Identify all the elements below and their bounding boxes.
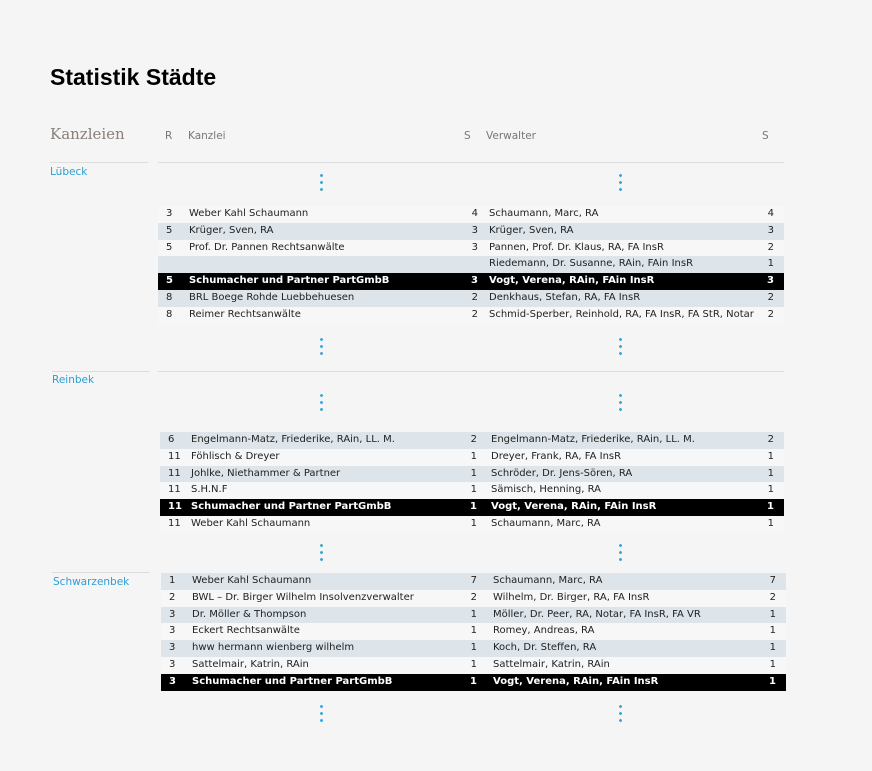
s-count-cell: 1 [470, 608, 477, 620]
more-dots-icon [619, 336, 622, 358]
kanzlei-cell: Weber Kahl Schaumann [191, 517, 311, 529]
kanzlei-cell: BRL Boege Rohde Luebbehuesen [189, 291, 355, 303]
verwalter-cell: Vogt, Verena, RAin, FAin InsR [489, 275, 655, 287]
city-divider [52, 371, 150, 372]
verwalter-cell: Koch, Dr. Steffen, RA [493, 642, 597, 654]
verwalter-cell: Schaumann, Marc, RA [491, 517, 601, 529]
kanzlei-column-header: Kanzlei [188, 130, 226, 142]
table-row[interactable] [161, 573, 786, 590]
table-row[interactable] [161, 590, 786, 607]
city-label-luebeck[interactable]: Lübeck [50, 166, 88, 178]
rank-cell: 3 [169, 658, 176, 670]
kanzlei-cell: Sattelmair, Katrin, RAin [192, 658, 309, 670]
s2-count-cell: 1 [767, 467, 774, 479]
more-dots-icon [320, 392, 323, 414]
table-row[interactable] [158, 256, 784, 273]
s2-column-header: S [762, 130, 769, 142]
s-count-cell: 1 [470, 501, 477, 513]
more-dots-icon [619, 542, 622, 564]
reinbek-table [160, 432, 784, 533]
rank-cell: 5 [166, 275, 173, 287]
table-row[interactable] [160, 482, 784, 499]
verwalter-cell: Engelmann-Matz, Friederike, RAin, LL. M. [491, 434, 695, 445]
s-count-cell: 1 [470, 467, 477, 479]
rank-cell: 11 [168, 501, 182, 513]
kanzlei-cell: Reimer Rechtsanwälte [189, 308, 301, 320]
verwalter-cell: Sattelmair, Katrin, RAin [493, 658, 610, 670]
s-count-cell: 1 [470, 642, 477, 654]
kanzlei-cell: Engelmann-Matz, Friederike, RAin, LL. M. [191, 434, 395, 445]
s2-count-cell: 1 [767, 258, 774, 270]
verwalter-cell: Vogt, Verena, RAin, FAin InsR [493, 675, 659, 687]
s2-count-cell: 3 [767, 275, 774, 287]
city-divider [52, 572, 150, 573]
table-row[interactable] [161, 607, 786, 624]
table-row[interactable] [160, 432, 784, 449]
s2-count-cell: 3 [767, 224, 774, 236]
rank-cell: 3 [169, 642, 176, 654]
s2-count-cell: 1 [769, 658, 776, 670]
rank-cell: 3 [166, 208, 173, 219]
s-count-cell: 3 [471, 241, 478, 253]
more-dots-icon [619, 392, 622, 414]
rank-cell: 5 [166, 224, 173, 236]
s2-count-cell: 1 [767, 501, 774, 513]
verwalter-cell: Wilhelm, Dr. Birger, RA, FA InsR [493, 591, 650, 603]
table-row[interactable] [160, 449, 784, 466]
table-row[interactable] [158, 240, 784, 257]
kanzlei-cell: Prof. Dr. Pannen Rechtsanwälte [189, 241, 345, 253]
s2-count-cell: 1 [767, 450, 774, 462]
page-title: Statistik Städte [50, 64, 217, 90]
kanzlei-cell: BWL – Dr. Birger Wilhelm Insolvenzverwalter [192, 591, 414, 603]
rank-cell: 3 [169, 608, 176, 620]
kanzlei-cell: Weber Kahl Schaumann [192, 575, 312, 586]
s2-count-cell: 2 [767, 291, 774, 303]
rank-cell: 11 [168, 517, 181, 529]
s-count-cell: 7 [470, 575, 477, 586]
s2-count-cell: 1 [767, 484, 774, 496]
verwalter-cell: Pannen, Prof. Dr. Klaus, RA, FA InsR [489, 241, 664, 253]
s2-count-cell: 7 [769, 575, 776, 586]
s2-count-cell: 2 [767, 308, 774, 320]
s-count-cell: 3 [471, 275, 478, 287]
s2-count-cell: 1 [769, 675, 776, 687]
s2-count-cell: 1 [769, 608, 776, 620]
table-row[interactable] [158, 290, 784, 307]
rank-cell: 2 [169, 591, 176, 603]
kanzleien-heading: Kanzleien [50, 125, 125, 143]
rank-cell: 8 [166, 291, 173, 303]
city-label-reinbek[interactable]: Reinbek [52, 374, 95, 386]
highlighted-row[interactable] [161, 674, 786, 691]
city-label-schwarzenbek[interactable]: Schwarzenbek [53, 576, 130, 588]
table-row[interactable] [161, 657, 786, 674]
table-row[interactable] [161, 640, 786, 657]
rank-cell: 11 [168, 450, 181, 462]
kanzlei-cell: Krüger, Sven, RA [189, 224, 274, 236]
kanzlei-cell: Eckert Rechtsanwälte [192, 625, 300, 637]
kanzlei-cell: Johlke, Niethammer & Partner [191, 467, 341, 479]
verwalter-cell: Dreyer, Frank, RA, FA InsR [491, 450, 622, 462]
s2-count-cell: 2 [769, 591, 776, 603]
verwalter-cell: Schaumann, Marc, RA [489, 208, 599, 219]
s-count-cell: 3 [471, 224, 478, 236]
s-count-cell: 1 [470, 675, 477, 687]
verwalter-cell: Schröder, Dr. Jens-Sören, RA [491, 467, 633, 479]
verwalter-cell: Schaumann, Marc, RA [493, 575, 603, 586]
rank-column-header: R [165, 130, 173, 142]
rank-cell: 3 [169, 675, 176, 687]
s2-count-cell: 2 [767, 241, 774, 253]
verwalter-cell: Vogt, Verena, RAin, FAin InsR [491, 501, 657, 513]
more-dots-icon [320, 703, 323, 725]
table-row[interactable] [160, 466, 784, 483]
more-dots-icon [619, 172, 622, 194]
kanzlei-cell: Schumacher und Partner PartGmbB [191, 501, 392, 513]
kanzlei-cell: Dr. Möller & Thompson [192, 608, 307, 620]
s-count-cell: 2 [470, 591, 477, 603]
table-row[interactable] [158, 307, 784, 324]
more-dots-icon [320, 336, 323, 358]
city-divider [50, 162, 148, 163]
kanzlei-cell: Schumacher und Partner PartGmbB [189, 275, 390, 287]
table-row[interactable] [158, 223, 784, 240]
s-count-cell: 1 [470, 625, 477, 637]
kanzlei-cell: hww hermann wienberg wilhelm [192, 642, 355, 654]
more-dots-icon [320, 172, 323, 194]
table-row[interactable] [158, 206, 784, 223]
s-count-cell: 2 [471, 291, 478, 303]
verwalter-cell: Romey, Andreas, RA [493, 625, 595, 637]
verwalter-column-header: Verwalter [486, 130, 536, 142]
kanzlei-cell: S.H.N.F [191, 484, 228, 496]
table-row[interactable] [160, 516, 784, 533]
kanzlei-cell: Schumacher und Partner PartGmbB [192, 675, 393, 687]
rank-cell: 11 [168, 467, 181, 479]
verwalter-cell: Schmid-Sperber, Reinhold, RA, FA InsR, FA StR, Notar [489, 308, 754, 320]
s-count-cell: 2 [471, 308, 478, 320]
highlighted-row[interactable] [158, 273, 784, 290]
rank-cell: 6 [168, 434, 175, 445]
kanzlei-cell: Weber Kahl Schaumann [189, 208, 309, 219]
highlighted-row[interactable] [160, 499, 784, 516]
rank-cell: 3 [169, 625, 176, 637]
rank-cell: 1 [169, 575, 176, 586]
verwalter-cell: Krüger, Sven, RA [489, 224, 574, 236]
rank-cell: 8 [166, 308, 173, 320]
s2-count-cell: 1 [769, 642, 776, 654]
kanzlei-cell: Föhlisch & Dreyer [191, 450, 280, 462]
s2-count-cell: 1 [767, 517, 774, 529]
s-column-header: S [464, 130, 471, 142]
s-count-cell: 1 [470, 658, 477, 670]
s2-count-cell: 1 [769, 625, 776, 637]
luebeck-table [158, 206, 784, 324]
verwalter-cell: Riedemann, Dr. Susanne, RAin, FAin InsR [489, 258, 694, 270]
more-dots-icon [619, 703, 622, 725]
s-count-cell: 1 [470, 484, 477, 496]
s2-count-cell: 2 [767, 434, 774, 445]
section-divider [158, 371, 784, 372]
s-count-cell: 1 [470, 450, 477, 462]
schwarzenbek-table [161, 573, 786, 691]
s2-count-cell: 4 [767, 208, 774, 219]
verwalter-cell: Möller, Dr. Peer, RA, Notar, FA InsR, FA VR [493, 608, 701, 620]
rank-cell: 5 [166, 241, 173, 253]
rank-cell: 11 [168, 484, 181, 496]
header-divider [158, 162, 784, 163]
s-count-cell: 4 [471, 208, 478, 219]
verwalter-cell: Sämisch, Henning, RA [491, 484, 601, 496]
table-row[interactable] [161, 623, 786, 640]
s-count-cell: 2 [470, 434, 477, 445]
s-count-cell: 1 [470, 517, 477, 529]
verwalter-cell: Denkhaus, Stefan, RA, FA InsR [489, 291, 641, 303]
more-dots-icon [320, 542, 323, 564]
